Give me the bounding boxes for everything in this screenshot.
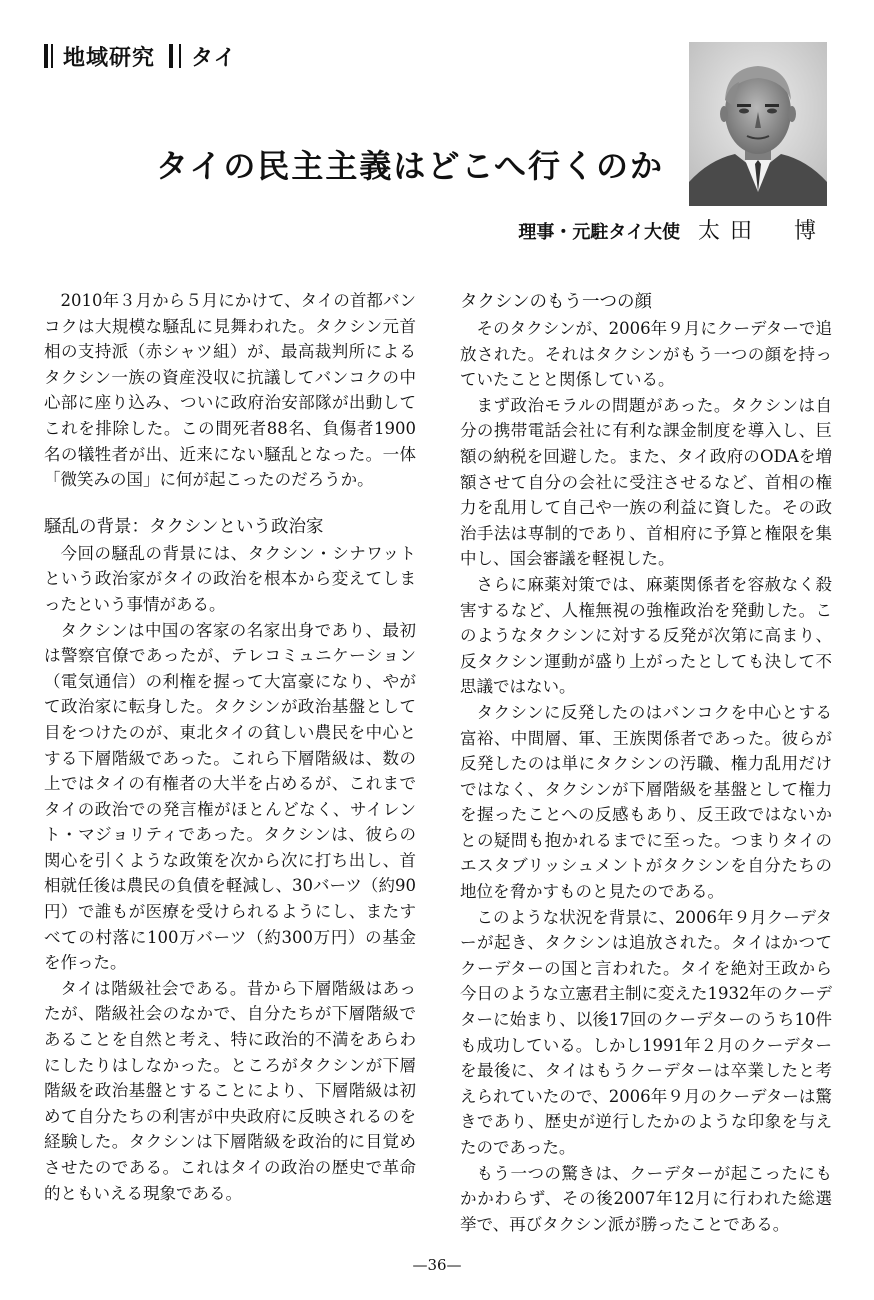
body-paragraph: タイは階級社会である。昔から下層階級はあったが、階級社会のなかで、自分たちが下層階級であることを自然と考え、特に政治的不満をあらわにしたりはしなかった。ところがタクシンが下層階級を政治基盤とすることにより、下層階級は初めて自分たちの利害が中央政府に反映されるのを経験した。タクシンは下層階級を政治的に目覚めさせたのである。これはタイの政治の歴史で革命的ともいえる現象である。	[44, 978, 416, 1203]
body-paragraph: タクシンは中国の客家の名家出身であり、最初は警察官僚であったが、テレコミュニケーション（電気通信）の利権を握って大富豪になり、やがて政治家に転身した。タクシンが政治基盤として目をつけたのが、東北タイの貧しい農民を中心とする下層階級であった。これら下層階級は、数の上ではタイの有権者の大半を占めるが、これまでタイの政治での発言権がほとんどなく、サイレント・マジョリティであった。タクシンは、彼らの関心を引くような政策を次から次に打ち出し、首相就任後は農民の負債を軽減し、30バーツ（約90円）で誰もが医療を受けられるようにし、またすべての村落に100万バーツ（約300万円）の基金を作った。	[44, 620, 416, 973]
article-title: タイの民主主義はどこへ行くのか	[155, 147, 665, 186]
body-paragraph: もう一つの驚きは、クーデターが起こったにもかかわらず、その後2007年12月に行われた総選挙で、再びタクシン派が勝ったことである。	[460, 1163, 832, 1234]
body-paragraph: このような状況を背景に、2006年９月クーデターが起き、タクシンは追放された。タイはかつてクーデターの国と言われた。タイを絶対王政から今日のような立憲君主制に変えた1932年のクーデターに始まり、以後17回のクーデターのうち10件も成功している。しかし1991年２月のクーデターを最後に、タイはもうクーデターは卒業したと考えられていたので、2006年９月のクーデターは驚きであり、歴史が逆行したかのような印象を与えたのであった。	[460, 907, 832, 1157]
body-paragraph: さらに麻薬対策では、麻薬関係者を容赦なく殺害するなど、人権無視の強権政治を発動した。このようなタクシンに対する反発が次第に高まり、反タクシン運動が盛り上がったとしても決して不思議ではない。	[460, 574, 832, 697]
bar-mark	[51, 44, 53, 68]
portrait-image	[689, 42, 827, 206]
intro-paragraph: 2010年３月から５月にかけて、タイの首都バンコクは大規模な騒乱に見舞われた。タクシン元首相の支持派（赤シャツ組）が、最高裁判所によるタクシン一族の資産没収に抗議してバンコクの中心部に座り込み、ついに政府治安部隊が出動してこれを排除した。この間死者88名、負傷者1900名の犠牲者が出、近来にない騒乱となった。一体「微笑みの国」に何が起こったのだろうか。	[44, 291, 416, 490]
author-name: 太田 博	[697, 219, 826, 244]
section-label	[44, 40, 237, 72]
left-column	[44, 288, 416, 1206]
section-heading: 騒乱の背景：タクシンという政治家	[44, 516, 324, 537]
bar-mark	[179, 44, 181, 68]
author-portrait	[689, 42, 827, 206]
author-position: 理事・元駐タイ大使	[518, 222, 680, 243]
body-paragraph: 今回の騒乱の背景には、タクシン・シナワットという政治家がタイの政治を根本から変えてしまったという事情がある。	[44, 543, 416, 614]
section-separator	[169, 44, 181, 68]
section-region: タイ	[191, 45, 237, 71]
author-byline	[518, 214, 826, 245]
bar-mark	[44, 44, 48, 68]
body-paragraph: そのタクシンが、2006年９月にクーデターで追放された。それはタクシンがもう一つの顔を持っていたことと関係している。	[460, 319, 832, 390]
right-column	[460, 288, 832, 1237]
body-paragraph: タクシンに反発したのはバンコクを中心とする富裕、中間層、軍、王族関係者であった。彼らが反発したのは単にタクシンの汚職、権力乱用だけではなく、タクシンが下層階級を基盤として権力を握ったことへの反感もあり、反王政ではないかとの疑問も抱かれるまでに至った。つまりタイのエスタブリッシュメントがタクシンを自分たちの地位を脅かすものと見たのである。	[460, 702, 832, 902]
section-heading: タクシンのもう一つの顔	[460, 292, 653, 312]
page-number: —36—	[412, 1256, 462, 1274]
section-category: 地域研究	[63, 45, 156, 71]
body-paragraph: まず政治モラルの問題があった。タクシンは自分の携帯電話会社に有利な課金制度を導入し、巨額の納税を回避した。また、タイ政府のODAを増額させて自分の会社に受注させるなど、首相の権力を乱用して自己や一族の利益に資した。その政治手法は専制的であり、首相府に予算と権限を集中し、国会審議を軽視した。	[460, 395, 832, 569]
bar-mark	[169, 44, 173, 68]
